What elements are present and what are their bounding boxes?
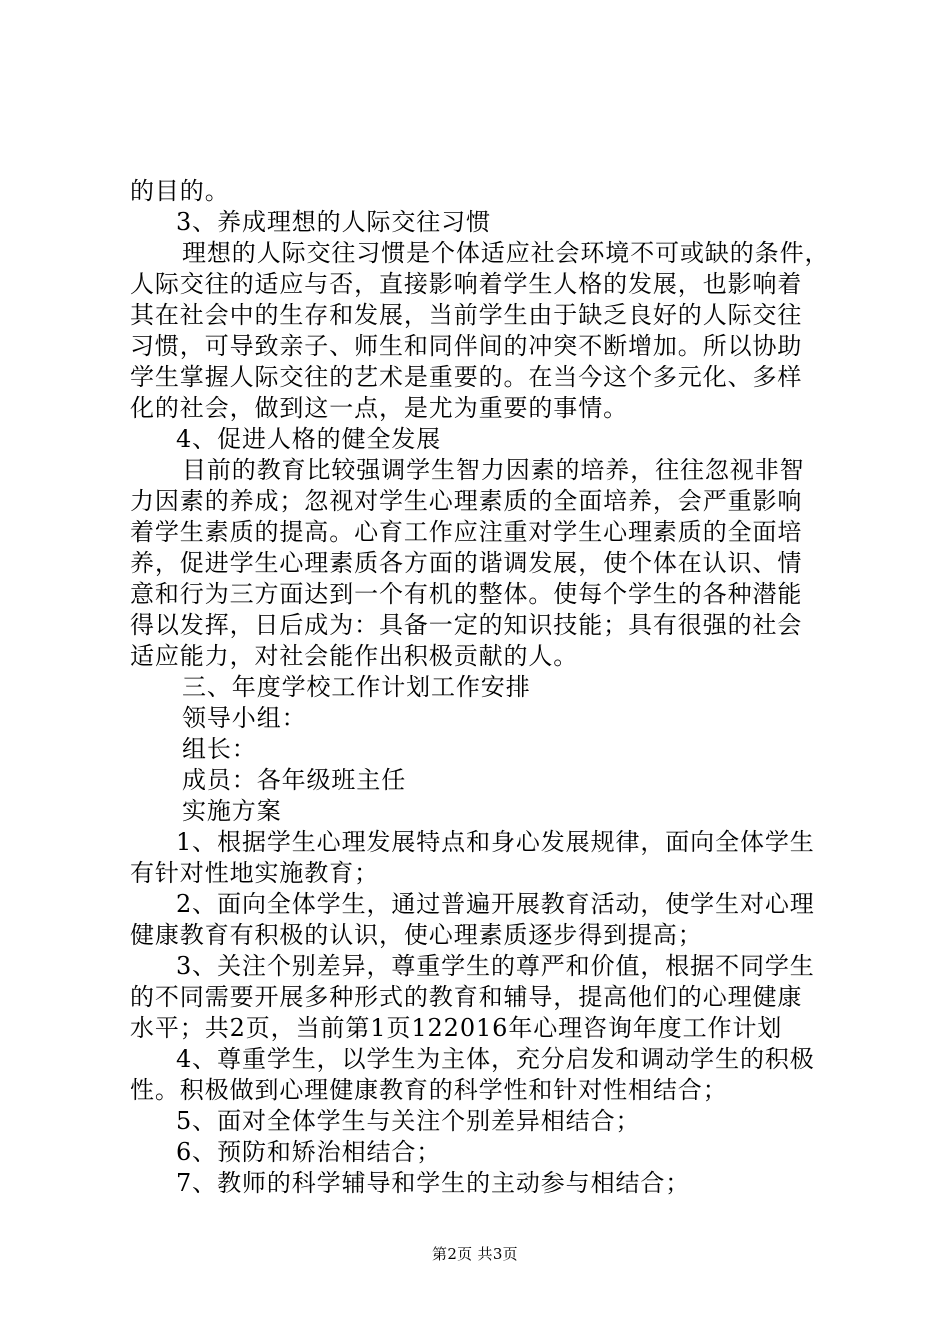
text-line: 组长： — [182, 735, 257, 763]
text-line: 水平；共2页，当前第1页122016年心理咨询年度工作计划 — [130, 1014, 783, 1042]
text-line: 力因素的养成；忽视对学生心理素质的全面培养，会严重影响 — [130, 487, 803, 515]
text-line: 得以发挥，日后成为：具备一定的知识技能；具有很强的社会 — [130, 611, 803, 639]
section-heading: 4、促进人格的健全发展 — [176, 425, 442, 453]
text-line: 7、教师的科学辅导和学生的主动参与相结合； — [176, 1169, 691, 1197]
text-line: 3、关注个别差异，尊重学生的尊严和价值，根据不同学生 — [176, 952, 815, 980]
text-line: 理想的人际交往习惯是个体适应社会环境不可或缺的条件， — [182, 239, 830, 267]
text-line: 有针对性地实施教育； — [130, 859, 379, 887]
text-line: 人际交往的适应与否，直接影响着学生人格的发展，也影响着 — [130, 270, 803, 298]
text-line: 1、根据学生心理发展特点和身心发展规律，面向全体学生 — [176, 828, 815, 856]
text-line: 学生掌握人际交往的艺术是重要的。在当今这个多元化、多样 — [130, 363, 803, 391]
text-line: 其在社会中的生存和发展，当前学生由于缺乏良好的人际交往 — [130, 301, 803, 329]
text-line: 健康教育有积极的认识，使心理素质逐步得到提高； — [130, 921, 703, 949]
text-line: 意和行为三方面达到一个有机的整体。使每个学生的各种潜能 — [130, 580, 803, 608]
text-line: 性。积极做到心理健康教育的科学性和针对性相结合； — [130, 1076, 728, 1104]
text-line: 领导小组： — [182, 704, 307, 732]
text-line: 化的社会，做到这一点，是尤为重要的事情。 — [130, 394, 628, 422]
text-line: 4、尊重学生，以学生为主体，充分启发和调动学生的积极 — [176, 1045, 815, 1073]
text-line: 习惯，可导致亲子、师生和同伴间的冲突不断增加。所以协助 — [130, 332, 803, 360]
section-heading: 实施方案 — [182, 797, 282, 825]
text-line: 的不同需要开展多种形式的教育和辅导，提高他们的心理健康 — [130, 983, 803, 1011]
text-line: 的目的。 — [130, 177, 230, 205]
text-line: 养，促进学生心理素质各方面的谐调发展，使个体在认识、情 — [130, 549, 803, 577]
section-heading: 三、年度学校工作计划工作安排 — [182, 673, 531, 701]
section-heading: 3、养成理想的人际交往习惯 — [176, 208, 491, 236]
text-line: 目前的教育比较强调学生智力因素的培养，往往忽视非智 — [182, 456, 805, 484]
text-line: 成员：各年级班主任 — [182, 766, 407, 794]
text-line: 5、面对全体学生与关注个别差异相结合； — [176, 1107, 641, 1135]
text-line: 2、面向全体学生，通过普遍开展教育活动，使学生对心理 — [176, 890, 815, 918]
page-footer: 第2页 共3页 — [432, 1245, 518, 1263]
text-line: 着学生素质的提高。心育工作应注重对学生心理素质的全面培 — [130, 518, 803, 546]
text-line: 6、预防和矫治相结合； — [176, 1138, 442, 1166]
text-line: 适应能力，对社会能作出积极贡献的人。 — [130, 642, 579, 670]
